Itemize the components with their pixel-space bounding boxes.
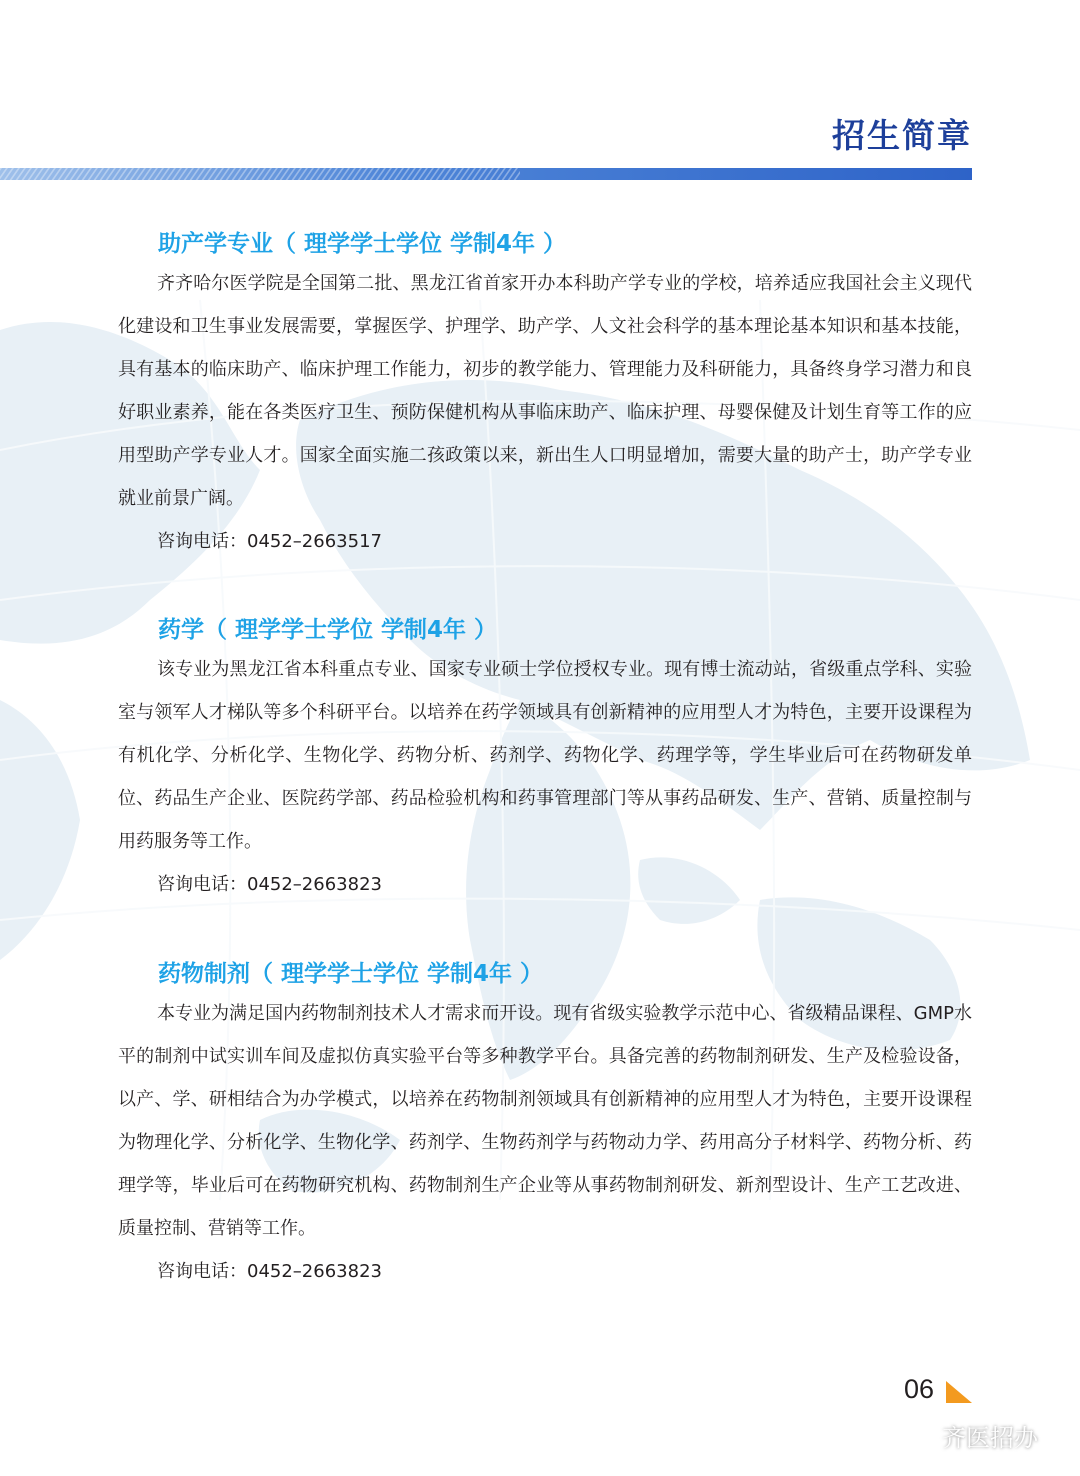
wechat-icon <box>900 1422 934 1450</box>
wechat-watermark <box>900 1418 1038 1453</box>
contact-phone: 咨询电话：0452–2663823 <box>157 1261 382 1282</box>
section-description: 该专业为黑龙江省本科重点专业、国家专业硕士学位授权专业。现有博士流动站，省级重点学科、实验室与领军人才梯队等多个科研平台。以培养在药学领域具有创新精神的应用型人才为特色，主要开设课程为有机化学、分析化学、生物化学、药物分析、药剂学、药物化学、药理学等，学生毕业后可在药物研发单位、药品生产企业、医院药学部、药品检验机构和药事管理部门等从事药品研发、生产、营销、质量控制与用药服务等工作。 <box>118 659 972 852</box>
program-pharmaceutics <box>118 956 972 1293</box>
section-title: 药物制剂（ 理学学士学位 学制4年 ） <box>158 961 544 987</box>
watermark-text: 齐医招办 <box>942 1424 1038 1452</box>
section-description: 齐齐哈尔医学院是全国第二批、黑龙江省首家开办本科助产学专业的学校，培养适应我国社会主义现代化建设和卫生事业发展需要，掌握医学、护理学、助产学、人文社会科学的基本理论基本知识和基本技能，具有基本的临床助产、临床护理工作能力，初步的教学能力、管理能力及科研能力，具备终身学习潜力和良好职业素养，能在各类医疗卫生、预防保健机构从事临床助产、临床护理、母婴保健及计划生育等工作的应用型助产学专业人才。国家全面实施二孩政策以来，新出生人口明显增加，需要大量的助产士，助产学专业就业前景广阔。 <box>118 273 972 509</box>
contact-phone: 咨询电话：0452–2663823 <box>157 874 382 895</box>
program-midwifery <box>118 226 972 563</box>
contact-phone: 咨询电话：0452–2663517 <box>157 531 382 552</box>
section-title: 助产学专业（ 理学学士学位 学制4年 ） <box>158 231 567 257</box>
page-number: 06 <box>904 1374 935 1404</box>
brochure-title: 招生简章 <box>832 116 972 155</box>
section-title: 药学（ 理学学士学位 学制4年 ） <box>158 617 498 643</box>
program-pharmacy <box>118 612 972 906</box>
section-description: 本专业为满足国内药物制剂技术人才需求而开设。现有省级实验教学示范中心、省级精品课程、GMP水平的制剂中试实训车间及虚拟仿真实验平台等多种教学平台。具备完善的药物制剂研发、生产及检验设备，以产、学、研相结合为办学模式，以培养在药物制剂领域具有创新精神的应用型人才为特色，主要开设课程为物理化学、分析化学、生物化学、药剂学、生物药剂学与药物动力学、药用高分子材料学、药物分析、药理学等，毕业后可在药物研究机构、药物制剂生产企业等从事药物制剂研发、新剂型设计、生产工艺改进、质量控制、营销等工作。 <box>118 1003 972 1239</box>
corner-triangle-icon <box>946 1381 972 1403</box>
header-rule <box>0 168 972 180</box>
